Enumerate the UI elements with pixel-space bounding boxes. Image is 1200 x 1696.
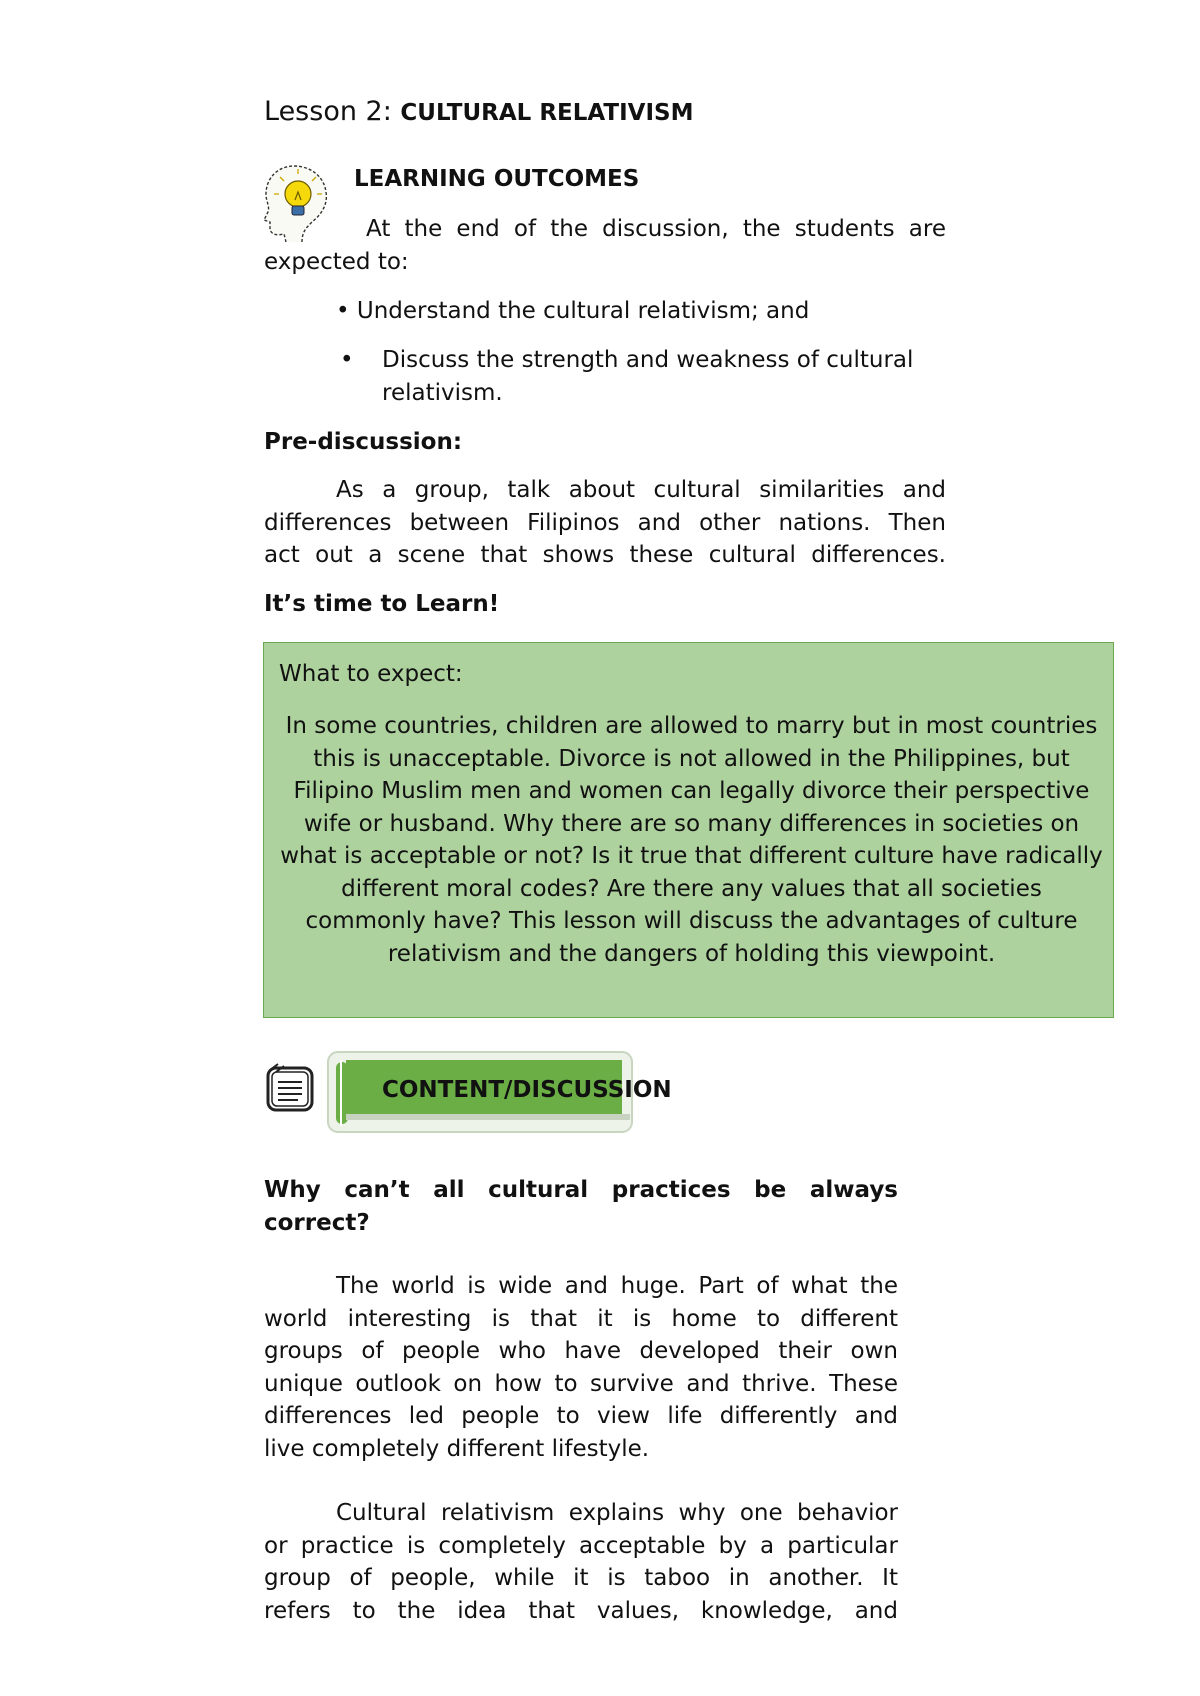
- paragraph-line: refers to the idea that values, knowledge, and: [264, 1597, 898, 1624]
- question-line: correct?: [264, 1209, 370, 1236]
- question-line: Why can’t all cultural practices be always: [264, 1177, 898, 1203]
- outcome-text: Discuss the strength and weakness of cultural relativism.: [382, 347, 914, 406]
- pre-discussion-text: [264, 474, 946, 572]
- outcome-bullet: •: [340, 347, 354, 373]
- paragraph-line: world interesting is that it is home to different: [264, 1305, 898, 1332]
- outcomes-intro-line-2: expected to:: [264, 248, 409, 275]
- notepad-icon: [264, 1062, 318, 1114]
- paragraph-line: groups of people who have developed their own: [264, 1338, 898, 1364]
- paragraph-line: unique outlook on how to survive and thrive. These: [264, 1370, 898, 1397]
- paragraph-line: differences led people to view life differently and: [264, 1403, 898, 1429]
- paragraph-line: live completely different lifestyle.: [264, 1435, 650, 1462]
- outcome-item: [336, 295, 809, 328]
- pre-discussion-heading: Pre-discussion:: [264, 429, 463, 455]
- discussion-question: [264, 1174, 898, 1239]
- bullet: •: [336, 298, 350, 324]
- what-to-expect-text: In some countries, children are allowed to marry but in most countries this is unacceptable. Divorce is not allowed in the Philippines, but Filipino Muslim men and women can legally divorce their perspective wife or husband. Why there are so many differences in societies on what is acceptable or not? Is it true that different culture have radically different moral codes? Are there any values that all societies commonly have? This lesson will discuss the advantages of culture relativism and the dangers of holding this viewpoint.: [280, 713, 1103, 967]
- lesson-title: [264, 96, 693, 127]
- discussion-paragraph-2: [264, 1497, 898, 1627]
- paragraph-line: Cultural relativism explains why one behavior: [336, 1500, 898, 1526]
- outcomes-intro-line-1: At the end of the discussion, the students are: [366, 216, 946, 242]
- content-discussion-heading: CONTENT/DISCUSSION: [382, 1077, 672, 1103]
- pre-discussion-line: differences between Filipinos and other nations. Then: [264, 509, 946, 536]
- pre-discussion-line: act out a scene that shows these cultural differences.: [264, 542, 946, 568]
- what-to-expect-label: What to expect:: [279, 661, 463, 687]
- lesson-prefix: Lesson 2:: [264, 96, 401, 127]
- learning-outcomes-heading: LEARNING OUTCOMES: [354, 166, 640, 192]
- discussion-paragraph-1: [264, 1270, 898, 1465]
- lesson-topic: CULTURAL RELATIVISM: [400, 100, 694, 126]
- outcome-text: Understand the cultural relativism; and: [356, 298, 810, 324]
- outcomes-intro: [264, 213, 946, 278]
- paragraph-line: or practice is completely acceptable by a particular: [264, 1532, 898, 1559]
- learn-heading: It’s time to Learn!: [264, 591, 500, 617]
- paragraph-line: group of people, while it is taboo in another. It: [264, 1565, 898, 1591]
- what-to-expect-box: [263, 642, 1114, 1018]
- paragraph-line: The world is wide and huge. Part of what the: [336, 1273, 898, 1299]
- pre-discussion-line: As a group, talk about cultural similarities and: [336, 477, 946, 503]
